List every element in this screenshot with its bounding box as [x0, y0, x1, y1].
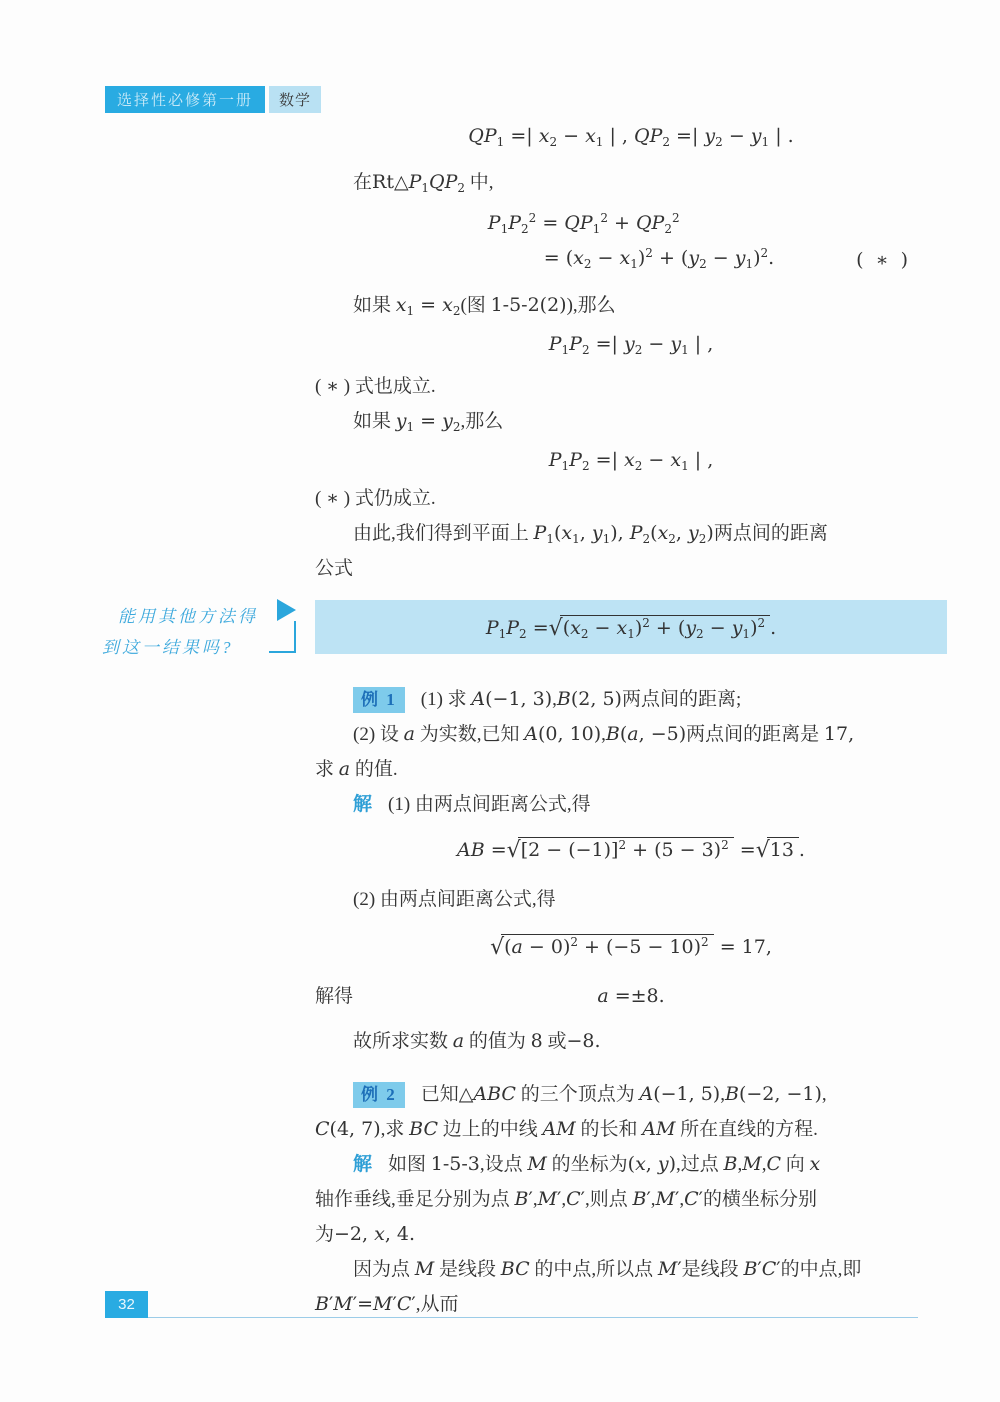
subject-badge: 数学: [269, 86, 321, 113]
example1-badge: 例 1: [353, 687, 405, 713]
paragraph-star-still-holds: ( ∗ ) 式仍成立.: [315, 488, 436, 509]
star-equation-label: ( ∗ ): [856, 249, 911, 271]
distance-formula: $P_1P_2 =√(x_2 - x_1)^2 + (y_2 - y_1)^2$ .: [485, 615, 777, 641]
formula-p1p2-y-only: $P_1P_2$ =| $y_2 - y_1$ | ,: [548, 333, 714, 357]
formula-a-equation-text: $√(a - 0)^2 + (-5 - 10)^2 = 17$,: [490, 934, 772, 960]
flag-pointer-icon: [277, 599, 296, 621]
series-title-badge: 选择性必修第一册: [105, 86, 265, 113]
example1-question2-line2: 求 a 的值.: [315, 758, 398, 780]
example2-solution-line1: [315, 1147, 947, 1182]
example2-question-line1: [315, 1077, 947, 1112]
page-number-badge: 32: [105, 1291, 148, 1318]
example2-question-line2: C(4, 7),求 BC 边上的中线 AM 的长和 AM 所在直线的方程.: [315, 1118, 818, 1140]
formula-expanded-squares: = $(x_2 - x_1)^2 + (y_2 - y_1)^2$.: [543, 246, 775, 271]
example1-question2-line1: (2) 设 a 为实数,已知 A(0, 10),B(a, −5)两点间的距离是 17,: [353, 723, 855, 745]
paragraph-star-also-holds: ( ∗ ) 式也成立.: [315, 376, 436, 397]
paragraph-if-x-equal: 如果 $x_1 = x_2$(图 1-5-2(2)),那么: [353, 294, 616, 318]
example2-solution-line1-text: 如图 1-5-3,设点 M 的坐标为(x, y),过点 B,M,C 向 x: [388, 1153, 821, 1175]
example2-question-line1-text: 已知△ABC 的三个顶点为 A(−1, 5),B(−2, −1),: [420, 1083, 827, 1105]
paragraph-right-triangle: 在$Rt\triangle P_1QP_2$ 中,: [353, 171, 494, 195]
solution-intro1-text: (1) 由两点间距离公式,得: [388, 794, 591, 815]
formula-a-equation: [315, 923, 947, 969]
solve-result-row: [315, 979, 947, 1014]
formula-a-plus-minus-8: a =±8.: [597, 985, 665, 1007]
example2-solution-line3: 为−2, x, 4.: [315, 1223, 416, 1245]
equation-block-pythagoras: [315, 206, 947, 276]
paragraph-if-y-equal: 如果 $y_1 = y_2$,那么: [353, 410, 504, 434]
example2-solution-line2: 轴作垂线,垂足分别为点 B′,M′,C′,则点 B′,M′,C′的横坐标分别: [315, 1188, 817, 1210]
paragraph-conclusion-line2: 公式: [315, 558, 354, 579]
example1-solution-intro1: [315, 787, 947, 822]
formula-p1p2-squared: $P_1P_2^2 = QP_1^2 + QP_2^2$: [487, 211, 680, 236]
formula-qp-definitions: $QP_1$ =| $x_2 - x_1$ | , $QP_2$ =| $y_2 - y_1$ | .: [468, 125, 794, 149]
example1-question1-text: (1) 求 A(−1, 3),B(2, 5)两点间的距离;: [420, 688, 742, 710]
main-text-column: [315, 113, 947, 1322]
footer-rule: [148, 1317, 918, 1318]
example2-midpoint-line1: 因为点 M 是线段 BC 的中点,所以点 M′是线段 B′C′的中点,即: [353, 1258, 862, 1280]
margin-note: [102, 601, 280, 663]
margin-note-line1: 能用其他方法得: [118, 607, 258, 626]
flag-pointer-line: [269, 621, 296, 653]
margin-note-line2: 到这一结果吗?: [102, 638, 234, 657]
example2-badge: 例 2: [353, 1082, 405, 1108]
example2-midpoint-line2: B′M′=M′C′,从而: [315, 1293, 459, 1315]
formula-p1p2-x-only: $P_1P_2$ =| $x_2 - x_1$ | ,: [548, 449, 714, 473]
paragraph-conclusion-line1: 由此,我们得到平面上 $P_1(x_1$, $y_1$), $P_2(x_2$, $y_2$)两点间的距离: [353, 522, 828, 546]
example1-solution-intro2: (2) 由两点间距离公式,得: [353, 889, 556, 910]
formula-ab-distance-text: AB $=√[2 - (-1)]^2 + (5 - 3)^2 =√13$ .: [457, 837, 805, 863]
solution-label: 解: [353, 794, 373, 815]
formula-ab-distance: [315, 826, 947, 872]
example1-question1: [315, 682, 947, 717]
page-header: [105, 86, 321, 113]
example1-conclusion: 故所求实数 a 的值为 8 或−8.: [353, 1030, 601, 1052]
distance-formula-highlight-box: [315, 600, 947, 654]
solution-label-2: 解: [353, 1154, 373, 1175]
solve-label: 解得: [315, 986, 354, 1007]
